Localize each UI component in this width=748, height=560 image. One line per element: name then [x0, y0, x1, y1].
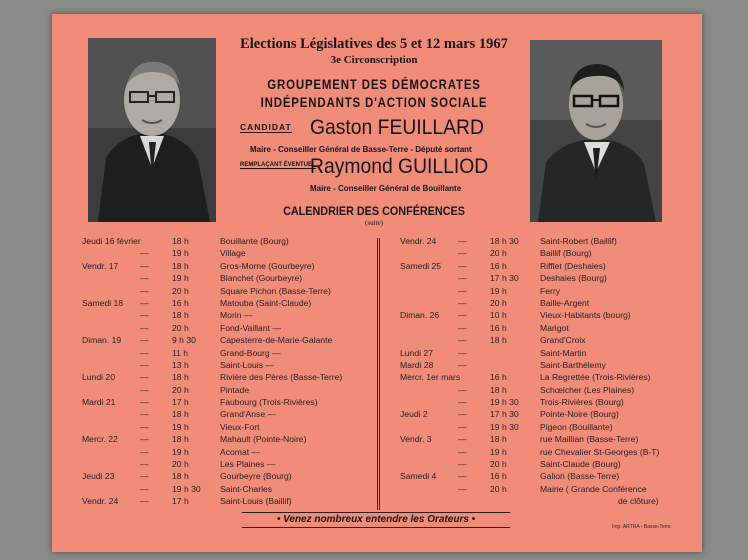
schedule-time: 18 h	[490, 335, 507, 346]
schedule-place: Mairie ( Grande Conférence	[540, 483, 647, 494]
schedule-time: 19 h 30	[490, 397, 519, 408]
schedule-place: Galion (Basse-Terre)	[540, 471, 620, 482]
schedule-place: Capesterre-de-Marie-Galante	[220, 335, 333, 346]
schedule-time: 19 h	[172, 446, 189, 457]
schedule-dash: —	[140, 335, 149, 346]
schedule-place: rue Chevalier St-Georges (B-T)	[540, 446, 660, 457]
replacement-photo	[530, 40, 662, 222]
schedule-time: 18 h	[172, 260, 189, 271]
schedule-place: Grand'Croix	[540, 335, 586, 346]
schedule-day: Jeudi 16 février	[82, 236, 141, 246]
schedule-row	[82, 385, 382, 397]
schedule-dash: —	[458, 285, 467, 296]
schedule-place: Baillif (Bourg)	[540, 248, 592, 259]
schedule-dash: —	[458, 397, 467, 408]
schedule-time: 19 h	[172, 421, 189, 432]
schedule-time: 16 h	[490, 372, 507, 383]
schedule-place: Gourbeyre (Bourg)	[220, 471, 292, 482]
schedule-row	[400, 360, 700, 372]
circonscription: 3e Circonscription	[330, 54, 418, 66]
schedule-dash: —	[458, 260, 467, 271]
schedule-place: Ferry	[540, 285, 561, 296]
schedule-row	[82, 298, 382, 310]
schedule-row	[82, 323, 382, 335]
schedule-row	[400, 422, 700, 434]
schedule-time: 20 h	[490, 483, 507, 494]
schedule-row	[82, 310, 382, 322]
schedule-day: Diman. 19	[82, 335, 122, 346]
schedule-row	[400, 236, 700, 248]
schedule-time: 16 h	[490, 471, 507, 482]
schedule-place: Rivière des Pères (Basse-Terre)	[220, 372, 343, 383]
schedule-place: Saint-Louis —	[220, 359, 274, 370]
schedule-place: Saint-Martin	[540, 347, 587, 358]
group-name-line-1: GROUPEMENT DES DÉMOCRATES	[267, 76, 481, 92]
schedule-row	[400, 434, 700, 446]
schedule-time: 20 h	[172, 459, 189, 470]
schedule-place: Acomat —	[220, 446, 261, 457]
schedule-place: Matouba (Saint-Claude)	[220, 297, 312, 308]
schedule-time: 19 h	[490, 446, 507, 457]
schedule-place: Grand-Bourg —	[220, 347, 281, 358]
schedule-dash: —	[140, 483, 149, 494]
schedule-time: 10 h	[490, 310, 507, 321]
schedule-place: Gros-Morne (Gourbeyre)	[220, 260, 315, 271]
schedule-day: Mercr. 22	[82, 434, 118, 445]
schedule-day: Jeudi 2	[400, 409, 428, 420]
schedule-place: Schœlcher (Les Plaines)	[540, 384, 635, 395]
schedule-day: Vendr. 24	[82, 496, 119, 507]
schedule-row	[400, 273, 700, 285]
schedule-dash: —	[458, 459, 467, 470]
schedule-row	[82, 471, 382, 483]
schedule-dash: —	[458, 297, 467, 308]
schedule-time: 18 h	[172, 236, 189, 246]
remplacant-label: REMPLAÇANT ÉVENTUEL	[240, 162, 316, 168]
schedule-place: La Regrettée (Trois-Rivières)	[540, 372, 651, 383]
schedule-row	[400, 459, 700, 471]
schedule-row	[82, 397, 382, 409]
schedule-place: Vieux-Fort	[220, 421, 260, 432]
candidate-photo	[88, 38, 216, 222]
schedule-row	[82, 496, 382, 508]
schedule-row	[400, 310, 700, 322]
schedule-time: 18 h	[172, 409, 189, 420]
schedule-dash: —	[140, 446, 149, 457]
schedule-time: 19 h	[490, 285, 507, 296]
schedule-place: Grand'Anse —	[220, 409, 277, 420]
schedule-day: Mardi 28	[400, 359, 434, 370]
schedule-day: Mercr. 1er mars	[400, 372, 461, 383]
candidate-titles: Maire - Conseiller Général de Basse-Terre - Député sortant	[250, 145, 472, 154]
schedule-dash: —	[458, 248, 467, 259]
schedule-time: 18 h	[172, 372, 189, 383]
schedule-dash: —	[458, 322, 467, 333]
schedule-place: rue Maillian (Basse-Terre)	[540, 434, 639, 445]
schedule-day: Samedi 4	[400, 471, 437, 482]
column-divider	[377, 238, 378, 510]
schedule-dash: —	[140, 459, 149, 470]
schedule-row	[400, 484, 700, 496]
schedule-place: Marigot	[540, 322, 569, 333]
schedule-day: Samedi 25	[400, 260, 442, 271]
schedule-row	[82, 261, 382, 273]
schedule-place: Baille-Argent	[540, 297, 590, 308]
schedule-place: Pointe-Noire (Bourg)	[540, 409, 619, 420]
schedule-dash: —	[140, 471, 149, 482]
schedule-dash: —	[458, 273, 467, 284]
schedule-time: 18 h	[172, 471, 189, 482]
schedule-dash: —	[140, 372, 149, 383]
schedule-dash: —	[140, 409, 149, 420]
footer-rule-bottom	[242, 527, 510, 528]
schedule-place-continuation: de clôture)	[618, 496, 659, 507]
schedule-place: Saint-Barthélemy	[540, 359, 606, 370]
schedule-place: Fond-Vaillant —	[220, 322, 281, 333]
schedule-place: Rifflet (Deshaies)	[540, 260, 606, 271]
schedule-time: 17 h 30	[490, 409, 519, 420]
schedule-time: 18 h	[490, 384, 507, 395]
schedule-time: 13 h	[172, 359, 189, 370]
schedule-time: 11 h	[172, 347, 189, 358]
candidat-label: CANDIDAT	[240, 122, 292, 132]
schedule-day: Lundi 27	[400, 347, 433, 358]
schedule-row	[82, 335, 382, 347]
schedule-place: Village	[220, 248, 246, 259]
schedule-row	[82, 360, 382, 372]
schedule-dash: —	[140, 397, 149, 408]
schedule-row	[400, 323, 700, 335]
schedule-dash: —	[458, 446, 467, 457]
schedule-dash: —	[458, 236, 467, 246]
schedule-dash: —	[140, 248, 149, 259]
schedule-time: 16 h	[490, 260, 507, 271]
candidate-name: Gaston FEUILLARD	[310, 116, 484, 139]
schedule-time: 20 h	[490, 297, 507, 308]
schedule-dash: —	[458, 483, 467, 494]
schedule-time: 16 h	[172, 297, 189, 308]
schedule-dash: —	[458, 384, 467, 395]
schedule-dash: —	[140, 384, 149, 395]
schedule-time: 18 h	[172, 434, 189, 445]
schedule-time: 18 h 30	[490, 236, 519, 246]
schedule-row	[82, 422, 382, 434]
schedule-place: Saint-Louis (Baillif)	[220, 496, 292, 507]
schedule-time: 20 h	[490, 459, 507, 470]
schedule-place: Blanchet (Gourbeyre)	[220, 273, 303, 284]
schedule-row	[82, 409, 382, 421]
schedule-day: Diman. 26	[400, 310, 440, 321]
schedule-day: Lundi 20	[82, 372, 115, 383]
schedule-row	[400, 397, 700, 409]
schedule-dash: —	[458, 347, 467, 358]
schedule-dash: —	[458, 434, 467, 445]
schedule-dash: —	[458, 409, 467, 420]
schedule-dash: —	[140, 421, 149, 432]
schedule-dash: —	[140, 347, 149, 358]
schedule-dash: —	[140, 496, 149, 507]
schedule-day: Samedi 18	[82, 297, 124, 308]
schedule-place: Morin —	[220, 310, 253, 321]
schedule-place: Vieux-Habitants (bourg)	[540, 310, 631, 321]
schedule-row	[82, 248, 382, 260]
schedule-time: 20 h	[490, 248, 507, 259]
schedule-time: 9 h 30	[172, 335, 196, 346]
schedule-row	[400, 348, 700, 360]
schedule-place: Faubourg (Trois-Rivières)	[220, 397, 318, 408]
calendar-subtitle: (suite)	[365, 219, 383, 227]
schedule-row	[400, 409, 700, 421]
schedule-time: 17 h	[172, 496, 189, 507]
schedule-row	[82, 372, 382, 384]
schedule-row	[82, 484, 382, 496]
schedule-day: Vendr. 17	[82, 260, 119, 271]
schedule-time: 18 h	[172, 310, 189, 321]
schedule-dash: —	[458, 471, 467, 482]
schedule-time: 18 h	[490, 434, 507, 445]
footer-rule-top	[242, 512, 510, 513]
schedule-place: Mahault (Pointe-Noire)	[220, 434, 307, 445]
schedule-row	[82, 286, 382, 298]
schedule-row	[400, 286, 700, 298]
schedule-time: 19 h 30	[172, 483, 201, 494]
schedule-dash: —	[458, 421, 467, 432]
schedule-row	[400, 261, 700, 273]
schedule-right-column	[400, 236, 700, 507]
schedule-day: Mardi 21	[82, 397, 116, 408]
schedule-row	[82, 273, 382, 285]
schedule-place: Saint-Claude (Bourg)	[540, 459, 621, 470]
schedule-row	[400, 471, 700, 483]
schedule-time: 17 h 30	[490, 273, 519, 284]
schedule-place: Pigeon (Bouillante)	[540, 421, 613, 432]
schedule-day: Jeudi 23	[82, 471, 115, 482]
election-title: Elections Législatives des 5 et 12 mars 1967	[240, 36, 508, 52]
schedule-row	[400, 298, 700, 310]
schedule-row	[82, 459, 382, 471]
schedule-time: 20 h	[172, 384, 189, 395]
schedule-day: Vendr. 3	[400, 434, 432, 445]
schedule-dash: —	[458, 310, 467, 321]
schedule-row	[400, 248, 700, 260]
schedule-place: Les Plaines —	[220, 459, 276, 470]
election-poster	[52, 14, 702, 552]
schedule-dash: —	[140, 434, 149, 445]
schedule-place: Deshaies (Bourg)	[540, 273, 607, 284]
schedule-place: Pintade	[220, 384, 250, 395]
schedule-row	[82, 348, 382, 360]
replacement-name: Raymond GUILLIOD	[310, 155, 489, 178]
schedule-dash: —	[458, 359, 467, 370]
schedule-time: 19 h 30	[490, 421, 519, 432]
schedule-place: Saint-Robert (Baillif)	[540, 236, 617, 246]
schedule-time: 20 h	[172, 285, 189, 296]
replacement-titles: Maire - Conseiller Général de Bouillante	[310, 184, 462, 193]
schedule-place: Square Pichon (Basse-Terre)	[220, 285, 331, 296]
schedule-place: Saint-Charles	[220, 483, 273, 494]
schedule-dash: —	[140, 285, 149, 296]
schedule-dash: —	[458, 335, 467, 346]
schedule-day: Vendr. 24	[400, 236, 437, 246]
schedule-row	[82, 447, 382, 459]
schedule-row	[82, 236, 382, 248]
calendar-title: CALENDRIER DES CONFÉRENCES	[283, 204, 465, 218]
schedule-left-column	[82, 236, 382, 509]
schedule-dash: —	[140, 273, 149, 284]
schedule-row	[400, 385, 700, 397]
schedule-time: 20 h	[172, 322, 189, 333]
schedule-row	[82, 434, 382, 446]
schedule-dash: —	[140, 260, 149, 271]
schedule-dash: —	[140, 359, 149, 370]
schedule-dash: —	[140, 322, 149, 333]
schedule-time: 19 h	[172, 248, 189, 259]
footer-slogan: • Venez nombreux entendre les Orateurs •	[276, 514, 476, 525]
printer-credit: Imp. ARTRA - Basse-Terre	[612, 524, 671, 530]
schedule-row	[400, 335, 700, 347]
schedule-time: 16 h	[490, 322, 507, 333]
schedule-place: Bouillante (Bourg)	[220, 236, 289, 246]
schedule-row	[400, 447, 700, 459]
schedule-dash: —	[140, 310, 149, 321]
schedule-row	[400, 372, 700, 384]
schedule-time: 19 h	[172, 273, 189, 284]
schedule-place: Trois-Rivières (Bourg)	[540, 397, 624, 408]
group-name-line-2: INDÉPENDANTS D'ACTION SOCIALE	[260, 94, 488, 110]
schedule-time: 17 h	[172, 397, 189, 408]
schedule-dash: —	[140, 297, 149, 308]
